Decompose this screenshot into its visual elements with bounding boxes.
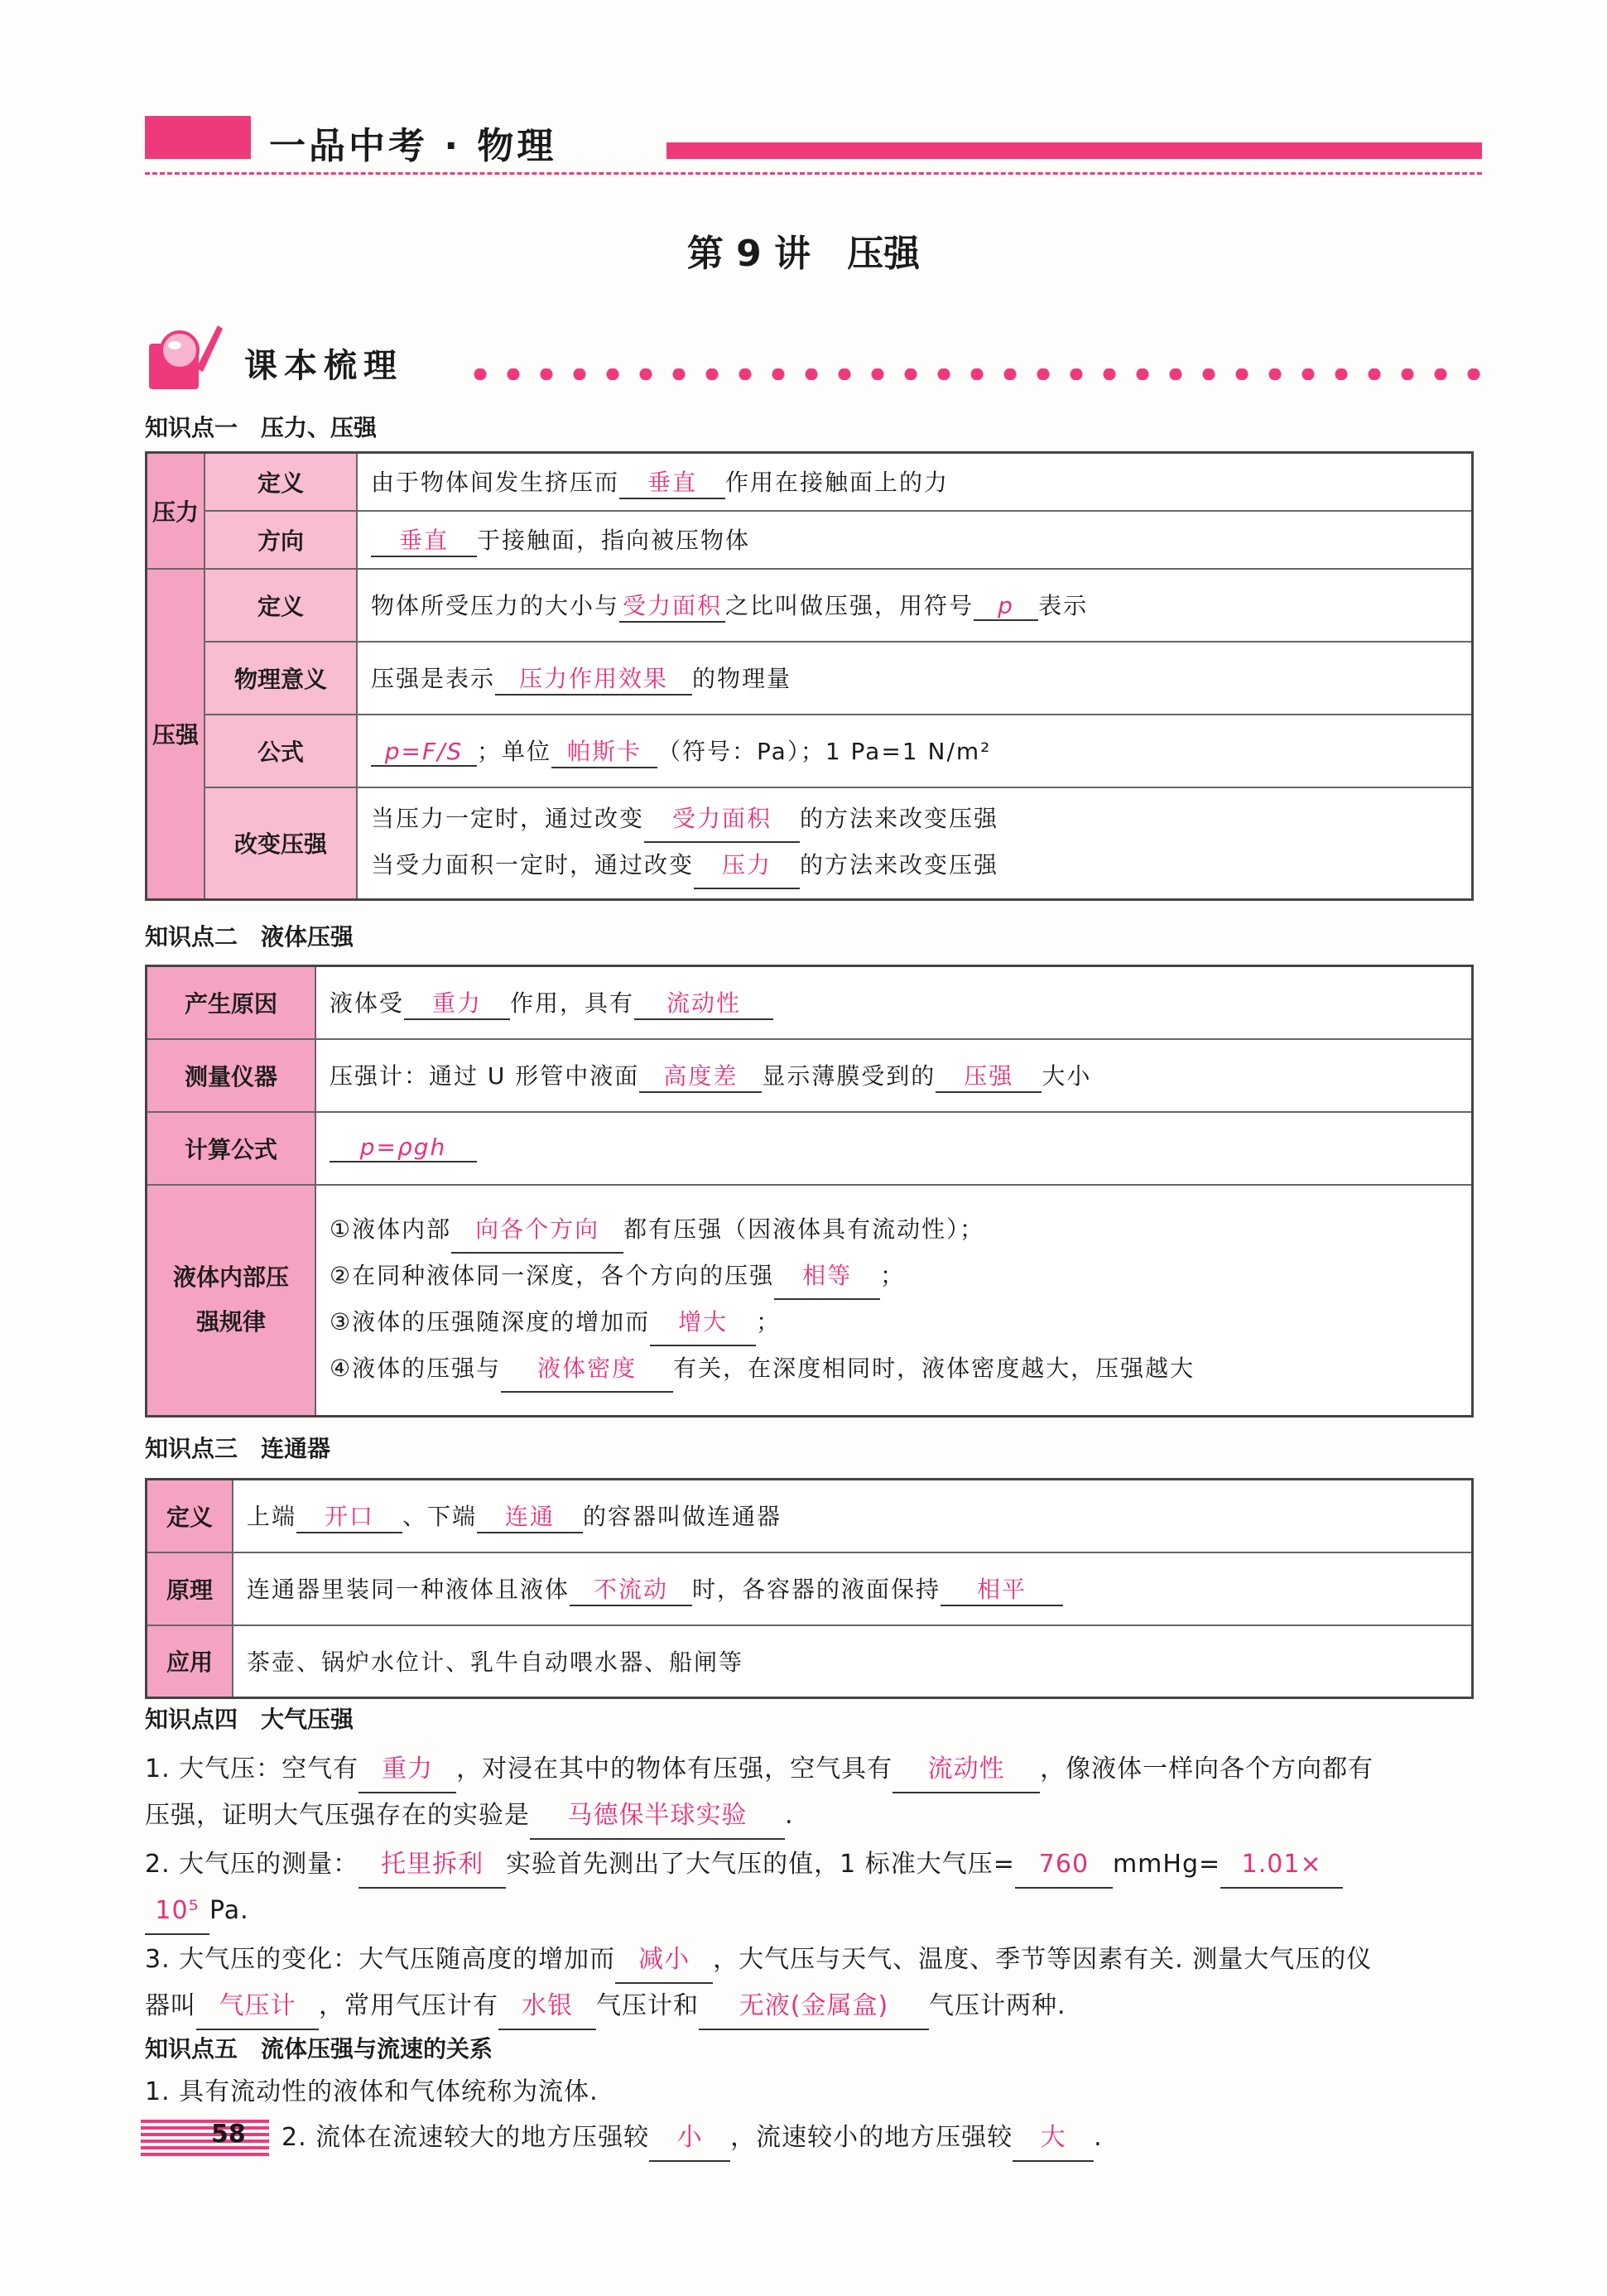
lesson-title: 第 9 讲 压强: [686, 233, 921, 275]
kp3-heading: 知识点三 连通器: [145, 1435, 331, 1462]
answer-blank: 垂直: [371, 522, 477, 557]
answer-blank: 向各个方向: [451, 1207, 623, 1254]
kp5-item-2: 2. 流体在流速较大的地方压强较 小 ，流速较小的地方压强较 大 .: [281, 2115, 1465, 2162]
answer-blank: 受力面积: [644, 797, 800, 843]
kp2-table: [145, 965, 1474, 1418]
row-label: 物理意义: [204, 642, 357, 715]
answer-blank: 高度差: [639, 1058, 762, 1093]
kp1-table: [145, 451, 1474, 901]
group-pressure-force: 压力: [147, 453, 205, 569]
header-divider: [145, 172, 1482, 175]
kp5-item-1: 1. 具有流动性的液体和气体统称为流体.: [145, 2077, 599, 2106]
answer-blank: 重力: [358, 1747, 456, 1793]
answer-blank: 受力面积: [619, 588, 725, 623]
row-content: p=F/S ；单位 帕斯卡 （符号：Pa）；1 Pa=1 N/m²: [357, 715, 1472, 787]
row-content: 压强是表示 压力作用效果 的物理量: [357, 642, 1472, 715]
answer-blank: 10⁵: [145, 1889, 209, 1935]
section-title: 课本梳理: [244, 347, 403, 385]
row-content: 压强计：通过 U 形管中液面 高度差 显示薄膜受到的 压强 大小: [315, 1039, 1473, 1112]
answer-blank: 压力作用效果: [495, 661, 692, 696]
answer-blank: 减小: [615, 1937, 713, 1984]
kp4-item-1: 1. 大气压：空气有 重力 ，对浸在其中的物体有压强，空气具有 流动性 ，像液体一样向各个方向都有 压强，证明大气压强存在的实验是 马德保半球实验 .: [145, 1747, 1470, 1840]
answer-blank: 大: [1013, 2115, 1094, 2162]
answer-blank: 连通: [477, 1499, 583, 1533]
book-title: 一品中考 · 物理: [269, 125, 557, 167]
row-label: 测量仪器: [147, 1039, 316, 1112]
answer-blank: 不流动: [570, 1572, 692, 1606]
answer-blank: 增大: [650, 1300, 756, 1346]
answer-blank: p: [974, 592, 1038, 621]
answer-blank: 压强: [936, 1058, 1042, 1093]
row-content: 物体所受压力的大小与 受力面积 之比叫做压强，用符号 p 表示: [357, 569, 1472, 642]
header-decor-block: [145, 116, 251, 159]
section-dots-decor: [464, 368, 1486, 380]
kp4-item-3: 3. 大气压的变化：大气压随高度的增加而 减小 ，大气压与天气、温度、季节等因素有关. 测量大气压的仪 器叫 气压计 ，常用气压计有 水银 气压计和 无液(金属盒) 气压计两种.: [145, 1937, 1470, 2030]
row-content: 由于物体间发生挤压而 垂直 作用在接触面上的力: [357, 453, 1472, 511]
page-number-decor: [141, 2120, 269, 2156]
row-content: 垂直 于接触面，指向被压物体: [357, 511, 1472, 569]
globe-pen-icon: [145, 319, 224, 397]
answer-blank: 重力: [404, 985, 510, 1020]
answer-blank: 液体密度: [501, 1346, 673, 1393]
kp4-item-2: 2. 大气压的测量： 托里拆利 实验首先测出了大气压的值，1 标准大气压= 760 mmHg= 1.01× 10⁵ Pa.: [145, 1842, 1470, 1935]
group-pressure: 压强: [147, 569, 205, 900]
kp5-heading: 知识点五 流体压强与流速的关系: [145, 2035, 493, 2063]
answer-blank: 流动性: [634, 985, 773, 1020]
row-label: 液体内部压强规律: [147, 1185, 316, 1417]
answer-blank: 垂直: [619, 464, 725, 499]
row-content: 当压力一定时，通过改变 受力面积 的方法来改变压强 当受力面积一定时，通过改变 压力 的方法来改变压强: [357, 787, 1472, 900]
answer-blank: 相等: [774, 1254, 880, 1300]
row-label: 定义: [147, 1480, 233, 1552]
answer-blank: 马德保半球实验: [530, 1793, 785, 1840]
row-label: 计算公式: [147, 1112, 316, 1185]
kp2-heading: 知识点二 液体压强: [145, 923, 354, 951]
row-content: [315, 1112, 1473, 1185]
row-label: 应用: [147, 1625, 233, 1698]
kp4-heading: 知识点四 大气压强: [145, 1706, 354, 1733]
page-number: 58: [211, 2120, 246, 2149]
row-content: ①液体内部 向各个方向 都有压强（因液体具有流动性）； ②在同种液体同一深度，各个方向的压强 相等 ； ③液体的压强随深度的增加而 增大 ； ④液体的压强与 液体密度 有关，在深度相同时，液体密度越大，压强越大: [315, 1185, 1473, 1417]
answer-blank: 相平: [941, 1572, 1063, 1606]
row-label: 产生原因: [147, 966, 316, 1039]
header-decor-bar: [666, 142, 1482, 159]
answer-blank: 1.01×: [1220, 1842, 1343, 1889]
row-label: 定义: [204, 453, 357, 511]
answer-blank: 无液(金属盒): [699, 1984, 929, 2030]
row-content: 连通器里装同一种液体且液体 不流动 时，各容器的液面保持 相平: [233, 1552, 1473, 1625]
row-content: 上端 开口 、下端 连通 的容器叫做连通器: [233, 1480, 1473, 1552]
row-label: 改变压强: [204, 787, 357, 900]
answer-blank: 小: [649, 2115, 730, 2162]
row-label: 方向: [204, 511, 357, 569]
row-label: 原理: [147, 1552, 233, 1625]
answer-blank: p=F/S: [371, 738, 477, 767]
answer-blank: 760: [1015, 1842, 1113, 1889]
row-label: 公式: [204, 715, 357, 787]
kp3-table: [145, 1478, 1474, 1699]
row-label: 定义: [204, 569, 357, 642]
kp1-heading: 知识点一 压力、压强: [145, 414, 378, 441]
answer-blank: 水银: [498, 1984, 596, 2030]
answer-blank: 气压计: [196, 1984, 319, 2030]
row-content: 液体受 重力 作用，具有 流动性: [315, 966, 1473, 1039]
answer-blank: 流动性: [893, 1747, 1040, 1793]
answer-blank: 压力: [694, 843, 800, 889]
row-content: 茶壶、锅炉水位计、乳牛自动喂水器、船闸等: [233, 1625, 1473, 1698]
answer-blank: p=ρgh: [330, 1134, 477, 1162]
answer-blank: 托里拆利: [358, 1842, 506, 1889]
answer-blank: 开口: [296, 1499, 402, 1533]
answer-blank: 帕斯卡: [551, 734, 657, 768]
